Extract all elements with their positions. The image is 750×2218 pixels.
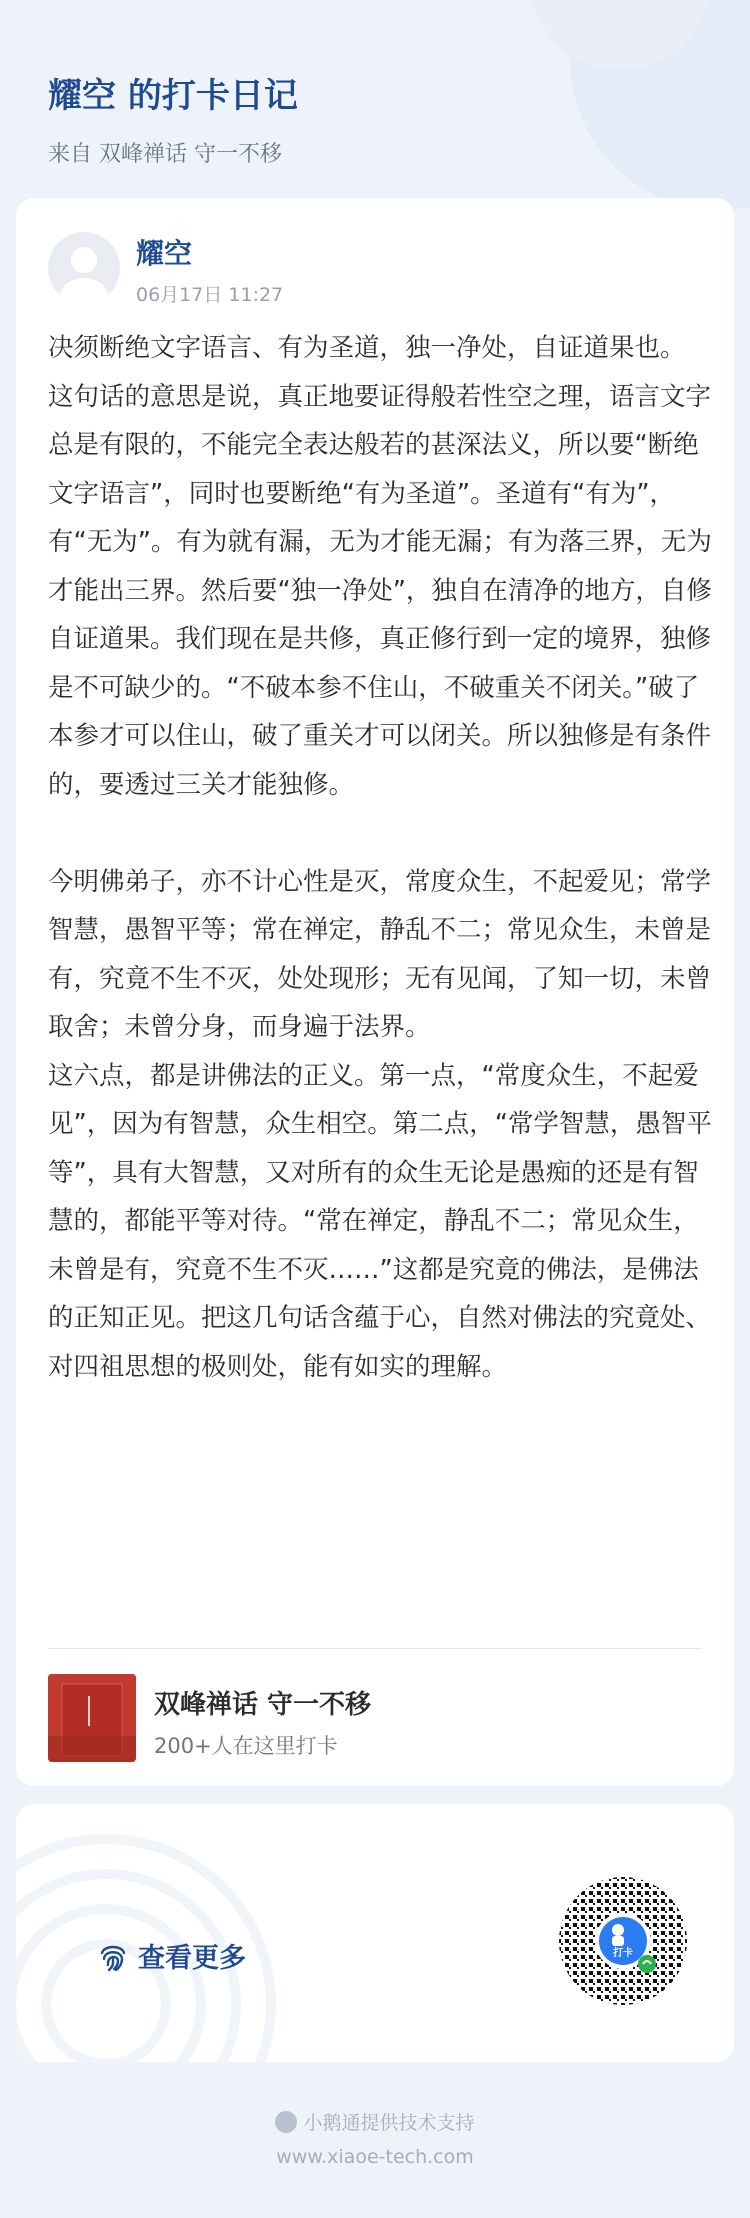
paragraph: 决须断绝文字语言、有为圣道，独一净处，自证道果也。: [48, 333, 686, 363]
xiaoe-logo-icon: [275, 2111, 297, 2133]
fingerprint-icon: [96, 1939, 130, 1973]
qr-code[interactable]: [556, 1874, 690, 2008]
qr-badge-label: 打卡: [613, 1948, 633, 1959]
page-header: [48, 68, 298, 168]
paragraph-spacer: [48, 809, 712, 858]
view-more-button[interactable]: [96, 1936, 246, 1975]
avatar[interactable]: [48, 232, 120, 304]
diary-card: [16, 198, 734, 1786]
header-decoration: [420, 0, 750, 230]
mini-program-icon: [638, 1955, 656, 1973]
footer-url[interactable]: www.xiaoe-tech.com: [276, 2146, 474, 2168]
tech-support: [0, 2108, 750, 2135]
divider: [48, 1648, 702, 1649]
tech-support-label: 小鹅通提供技术支持: [303, 2112, 475, 2134]
camp-name[interactable]: 双峰禅话 守一不移: [154, 1690, 372, 1720]
paragraph: 今明佛弟子，亦不计心性是灭，常度众生，不起爱见；常学智慧，愚智平等；常在禅定，静乱不二；常见众生，未曾是有，究竟不生不灭，处处现形；无有见闻，了知一切，未曾取舍；未曾分身，而身遍于法界。: [48, 866, 712, 1042]
default-avatar-icon: [48, 232, 120, 304]
camp-member-count: 200+人在这里打卡: [154, 1734, 338, 1758]
post-content: [48, 324, 712, 1391]
view-more-label: 查看更多: [138, 1943, 246, 1974]
camp-cover-image[interactable]: [48, 1674, 136, 1762]
author-name[interactable]: 耀空: [136, 237, 193, 270]
page-title: 耀空 的打卡日记: [48, 76, 298, 116]
post-time: 06月17日 11:27: [136, 284, 284, 306]
more-card: [16, 1804, 734, 2062]
fingerprint-watermark-icon: [16, 1804, 326, 2062]
page-subtitle: 来自 双峰禅话 守一不移: [48, 142, 282, 167]
book-cover-icon: [48, 1674, 136, 1762]
paragraph: 这句话的意思是说，真正地要证得般若性空之理，语言文字总是有限的，不能完全表达般若的甚深法义，所以要“断绝文字语言”，同时也要断绝“有为圣道”。圣道有“有为”，有“无为”。有为就有漏，无为才能无漏；有为落三界，无为才能出三界。然后要“独一净处”，独自在清净的地方，自修自证道果。我们现在是共修，真正修行到一定的境界，独修是不可缺少的。“不破本参不住山，不破重关不闭关。”破了本参才可以住山，破了重关才可以闭关。所以独修是有条件的，要透过三关才能独修。: [48, 381, 712, 800]
paragraph: 这六点，都是讲佛法的正义。第一点，“常度众生，不起爱见”，因为有智慧，众生相空。第二点，“常学智慧，愚智平等”，具有大智慧，又对所有的众生无论是愚痴的还是有智慧的，都能平等对待。“常在禅定，静乱不二；常见众生，未曾是有，究竟不生不灭……”这都是究竟的佛法，是佛法的正知正见。把这几句话含蕴于心，自然对佛法的究竟处、对四祖思想的极则处，能有如实的理解。: [48, 1060, 712, 1382]
